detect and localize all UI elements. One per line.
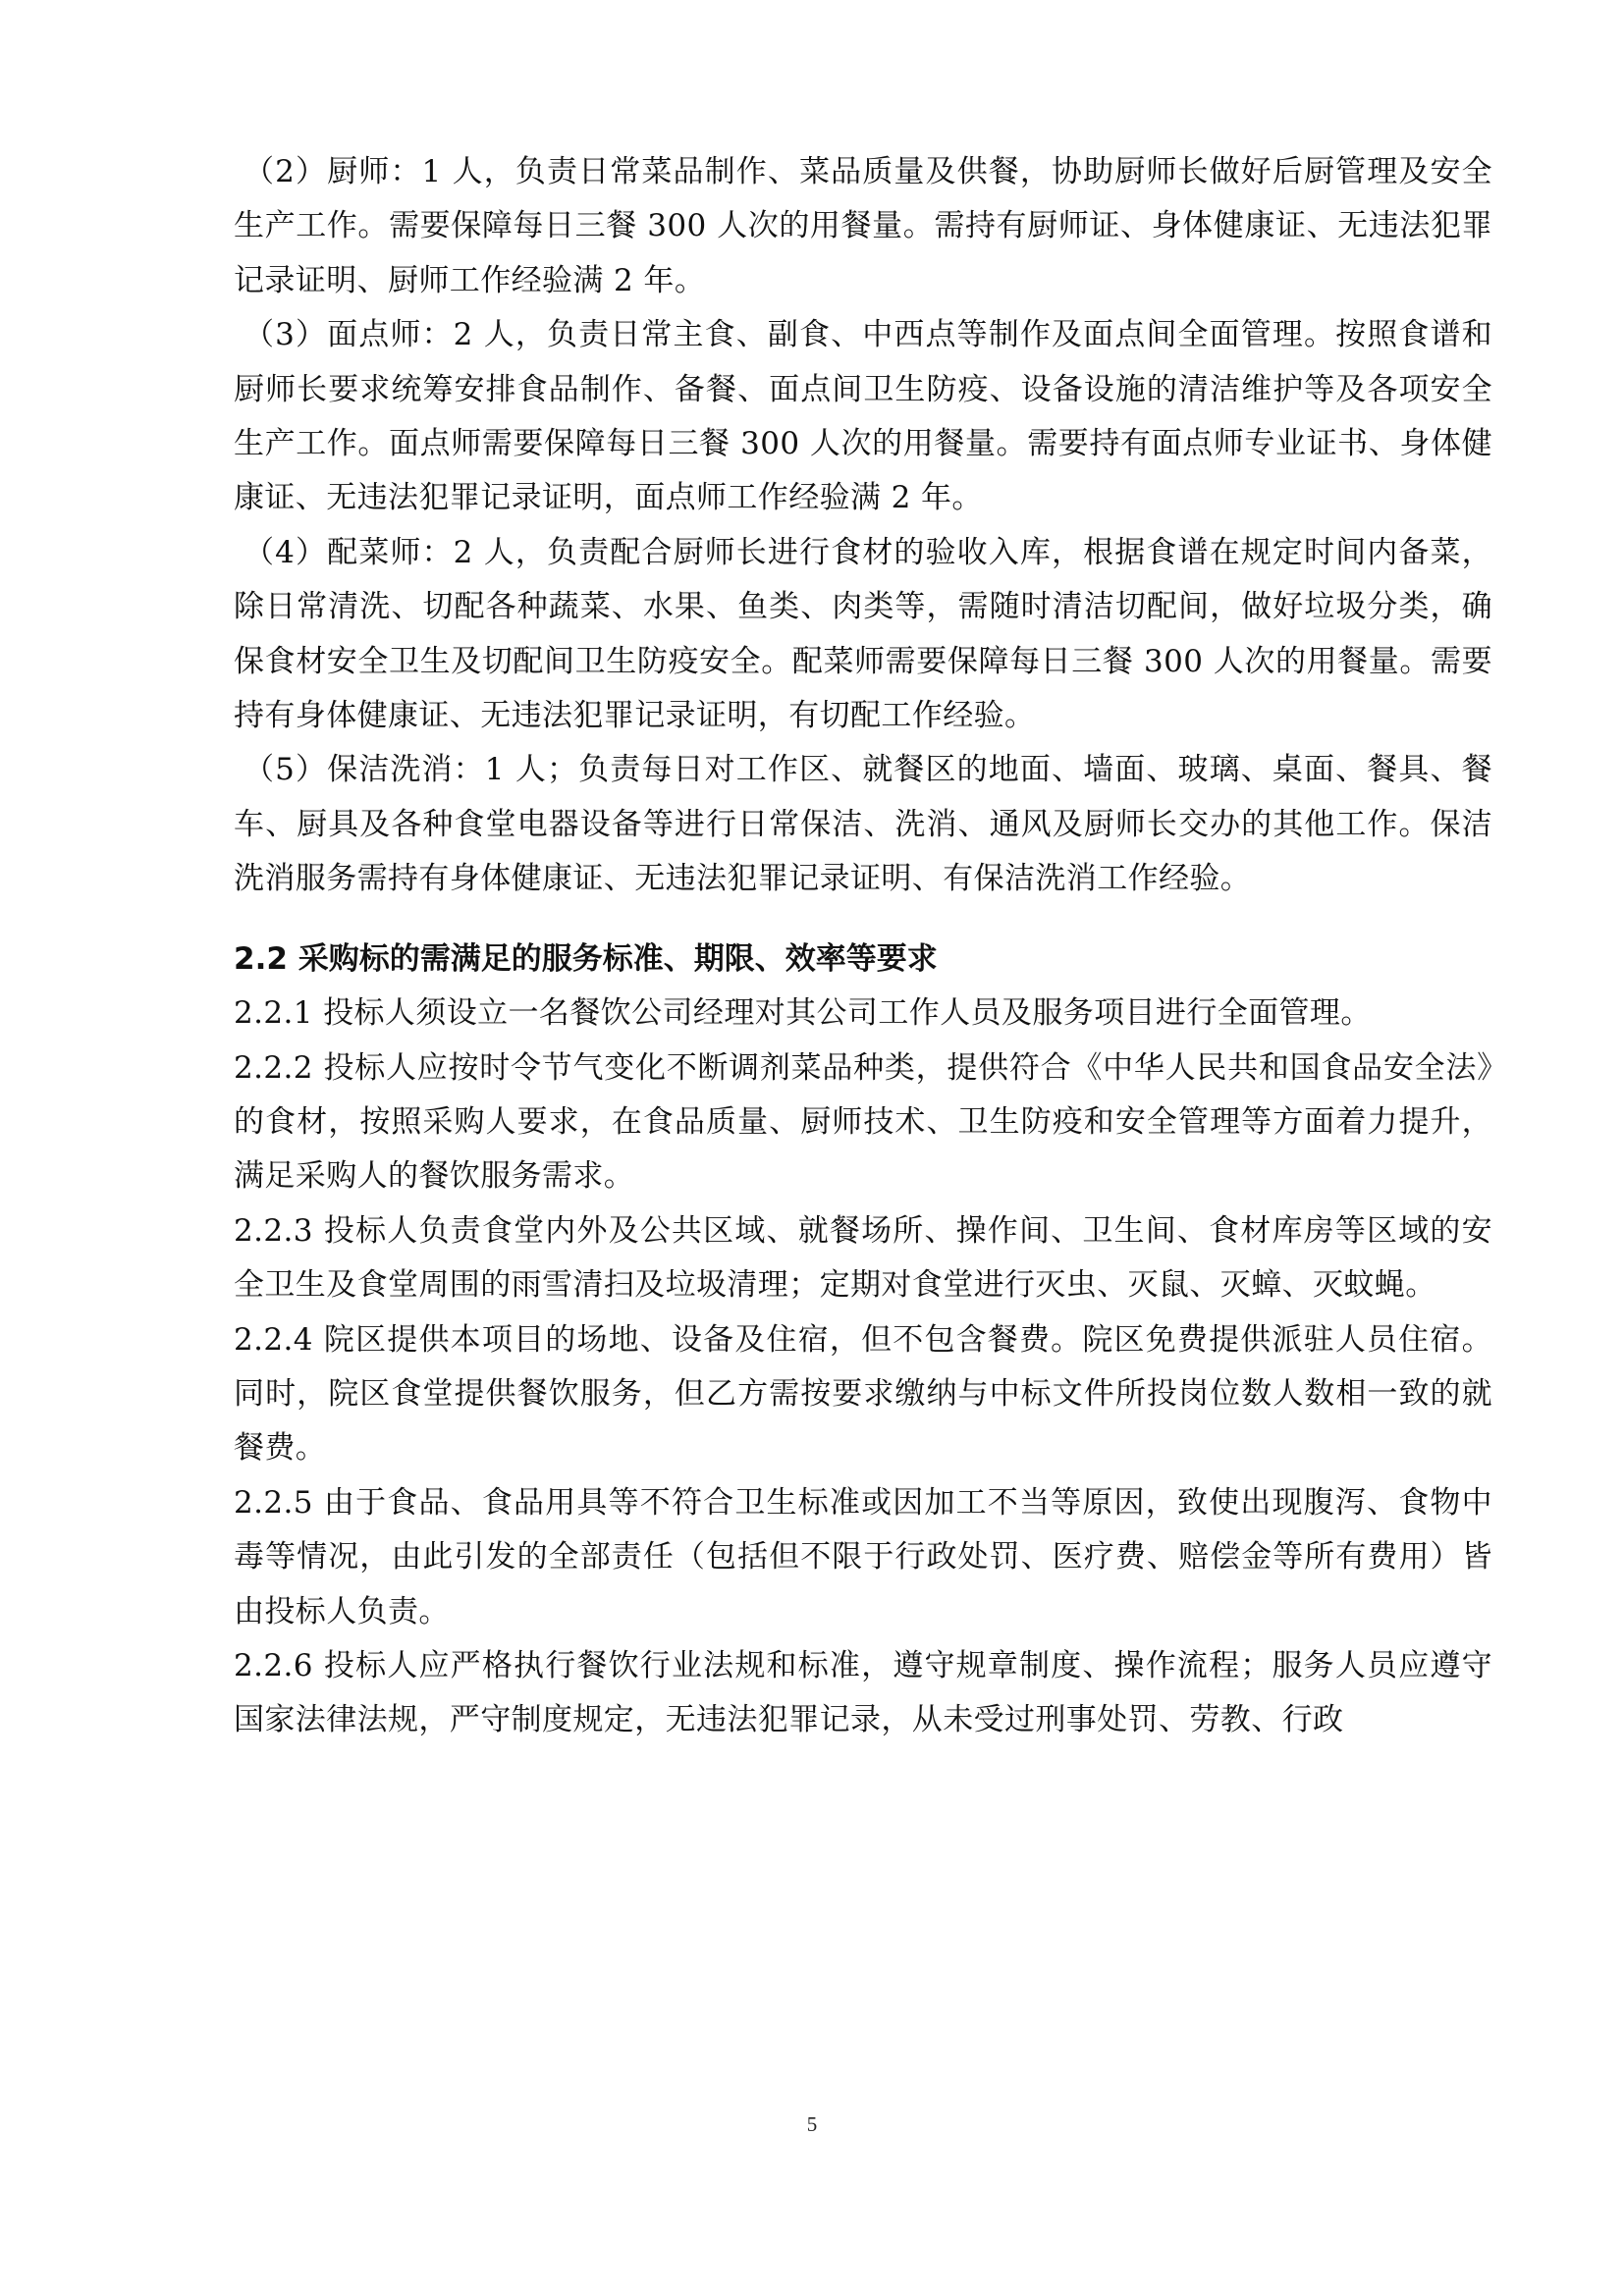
duty-paragraph-cleaner: （5）保洁洗消：1 人；负责每日对工作区、就餐区的地面、墙面、玻璃、桌面、餐具、餐车、厨具及各种食堂电器设备等进行日常保洁、洗消、通风及厨师长交办的其他工作。保洁洗消服务需持有身体健康证、无违法犯罪记录证明、有保洁洗消工作经验。 xyxy=(234,752,1492,897)
duty-paragraph-pastry-chef: （3）面点师：2 人，负责日常主食、副食、中西点等制作及面点间全面管理。按照食谱和厨师长要求统筹安排食品制作、备餐、面点间卫生防疫、设备设施的清洁维护等及各项安全生产工作。面点师需要保障每日三餐 300 人次的用餐量。需要持有面点师专业证书、身体健康证、无违法犯罪记录证明，面点师工作经验满 2 年。 xyxy=(234,317,1492,516)
duty-paragraph-prep-cook: （4）配菜师：2 人，负责配合厨师长进行食材的验收入库，根据食谱在规定时间内备菜，除日常清洗、切配各种蔬菜、水果、鱼类、肉类等，需随时清洁切配间，做好垃圾分类，确保食材安全卫生及切配间卫生防疫安全。配菜师需要保障每日三餐 300 人次的用餐量。需要持有身体健康证、无违法犯罪记录证明，有切配工作经验。 xyxy=(234,534,1492,734)
page-content xyxy=(234,145,1492,1748)
page-number: 5 xyxy=(806,2112,818,2136)
requirement-2-2-1: 2.2.1 投标人须设立一名餐饮公司经理对其公司工作人员及服务项目进行全面管理。 xyxy=(234,995,1372,1032)
requirement-2-2-5: 2.2.5 由于食品、食品用具等不符合卫生标准或因加工不当等原因，致使出现腹泻、食物中毒等情况，由此引发的全部责任（包括但不限于行政处罚、医疗费、赔偿金等所有费用）皆由投标人负责。 xyxy=(234,1484,1492,1629)
requirement-2-2-2: 2.2.2 投标人应按时令节气变化不断调剂菜品种类，提供符合《中华人民共和国食品安全法》的食材，按照采购人要求，在食品质量、厨师技术、卫生防疫和安全管理等方面着力提升，满足采购人的餐饮服务需求。 xyxy=(234,1049,1492,1195)
duty-paragraph-chef: （2）厨师：1 人，负责日常菜品制作、菜品质量及供餐，协助厨师长做好后厨管理及安全生产工作。需要保障每日三餐 300 人次的用餐量。需持有厨师证、身体健康证、无违法犯罪记录证明、厨师工作经验满 2 年。 xyxy=(234,154,1492,298)
section-heading: 2.2 采购标的需满足的服务标准、期限、效率等要求 xyxy=(234,940,938,977)
requirement-2-2-6: 2.2.6 投标人应严格执行餐饮行业法规和标准，遵守规章制度、操作流程；服务人员应遵守国家法律法规，严守制度规定，无违法犯罪记录，从未受过刑事处罚、劳教、行政 xyxy=(234,1647,1492,1738)
requirement-2-2-4: 2.2.4 院区提供本项目的场地、设备及住宿，但不包含餐费。院区免费提供派驻人员住宿。同时，院区食堂提供餐饮服务，但乙方需按要求缴纳与中标文件所投岗位数人数相一致的就餐费。 xyxy=(234,1321,1492,1467)
requirement-2-2-3: 2.2.3 投标人负责食堂内外及公共区域、就餐场所、操作间、卫生间、食材库房等区域的安全卫生及食堂周围的雨雪清扫及垃圾清理；定期对食堂进行灭虫、灭鼠、灭蟑、灭蚊蝇。 xyxy=(234,1212,1492,1304)
